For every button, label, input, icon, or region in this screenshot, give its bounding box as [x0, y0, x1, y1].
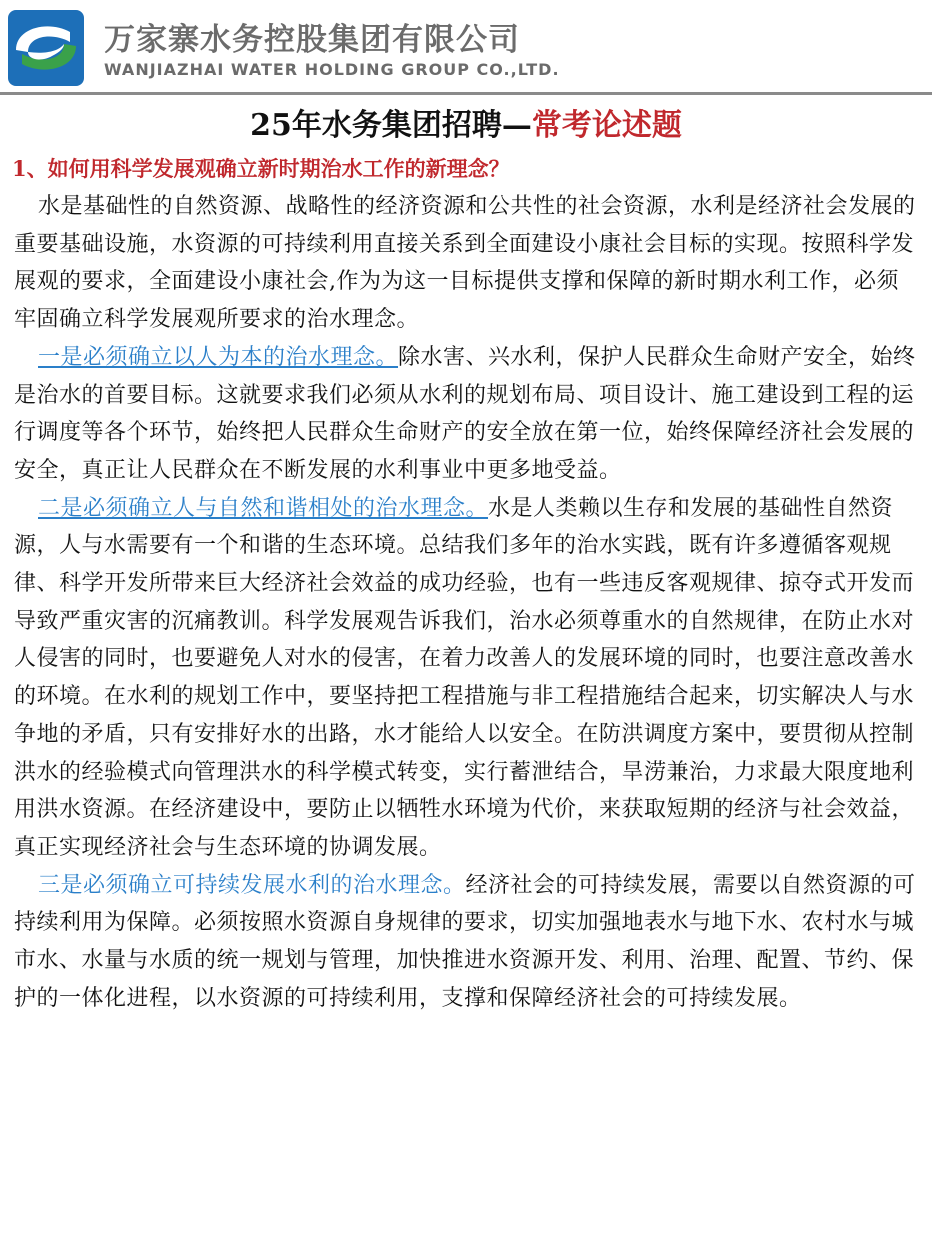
- page-title: [0, 94, 932, 150]
- point-paragraph-3: [14, 867, 918, 1018]
- point-heading-2: 二是必须确立人与自然和谐相处的治水理念。: [38, 495, 489, 521]
- point-paragraph-2: [14, 490, 918, 867]
- title-main: 25年水务集团招聘—: [250, 108, 532, 143]
- company-name-cn: 万家寨水务控股集团有限公司: [104, 22, 520, 58]
- company-logo: [8, 10, 84, 86]
- header-divider: [0, 92, 932, 95]
- page-header: [0, 0, 932, 94]
- point-heading-1: 一是必须确立以人为本的治水理念。: [38, 344, 399, 370]
- point-text-1: 除水害、兴水利，保护人民群众生命财产安全，始终是治水的首要目标。这就要求我们必须从水利的规划布局、项目设计、施工建设到工程的运行调度等各个环节，始终把人民群众生命财产的安全放在第一位，始终保障经济社会发展的安全，真正让人民群众在不断发展的水利事业中更多地受益。: [14, 344, 916, 483]
- point-text-3: 经济社会的可持续发展，需要以自然资源的可持续利用为保障。必须按照水资源自身规律的要求，切实加强地表水与地下水、农村水与城市水、水量与水质的统一规划与管理，加快推进水资源开发、利用、治理、配置、节约、保护的一体化进程，以水资源的可持续利用，支撑和保障经济社会的可持续发展。: [14, 872, 916, 1011]
- title-highlight: 常考论述题: [531, 108, 682, 143]
- point-text-2: 水是人类赖以生存和发展的基础性自然资源，人与水需要有一个和谐的生态环境。总结我们多年的治水实践，既有许多遵循客观规律、科学开发所带来巨大经济社会效益的成功经验，也有一些违反客观规律、掠夺式开发而导致严重灾害的沉痛教训。科学发展观告诉我们，治水必须尊重水的自然规律，在防止水对人侵害的同时，也要避免人对水的侵害，在着力改善人的发展环境的同时，也要注意改善水的环境。在水利的规划工作中，要坚持把工程措施与非工程措施结合起来，切实解决人与水争地的矛盾，只有安排好水的出路，水才能给人以安全。在防洪调度方案中，要贯彻从控制洪水的经验模式向管理洪水的科学模式转变，实行蓄泄结合，旱涝兼治，力求最大限度地利用洪水资源。在经济建设中，要防止以牺牲水环境为代价，来获取短期的经济与社会效益，真正实现经济社会与生态环境的协调发展。: [14, 495, 915, 860]
- question-heading: 1、如何用科学发展观确立新时期治水工作的新理念？: [12, 156, 510, 181]
- company-name-en: WANJIAZHAI WATER HOLDING GROUP CO.,LTD.: [104, 60, 560, 79]
- point-paragraph-1: [14, 339, 918, 490]
- intro-paragraph: 水是基础性的自然资源、战略性的经济资源和公共性的社会资源，水利是经济社会发展的重要基础设施，水资源的可持续利用直接关系到全面建设小康社会目标的实现。按照科学发展观的要求，全面建设小康社会,作为为这一目标提供支撑和保障的新时期水利工作，必须牢固确立科学发展观所要求的治水理念。: [14, 194, 916, 333]
- article-body: [0, 188, 932, 1017]
- point-heading-3: 三是必须确立可持续发展水利的治水理念。: [38, 872, 466, 898]
